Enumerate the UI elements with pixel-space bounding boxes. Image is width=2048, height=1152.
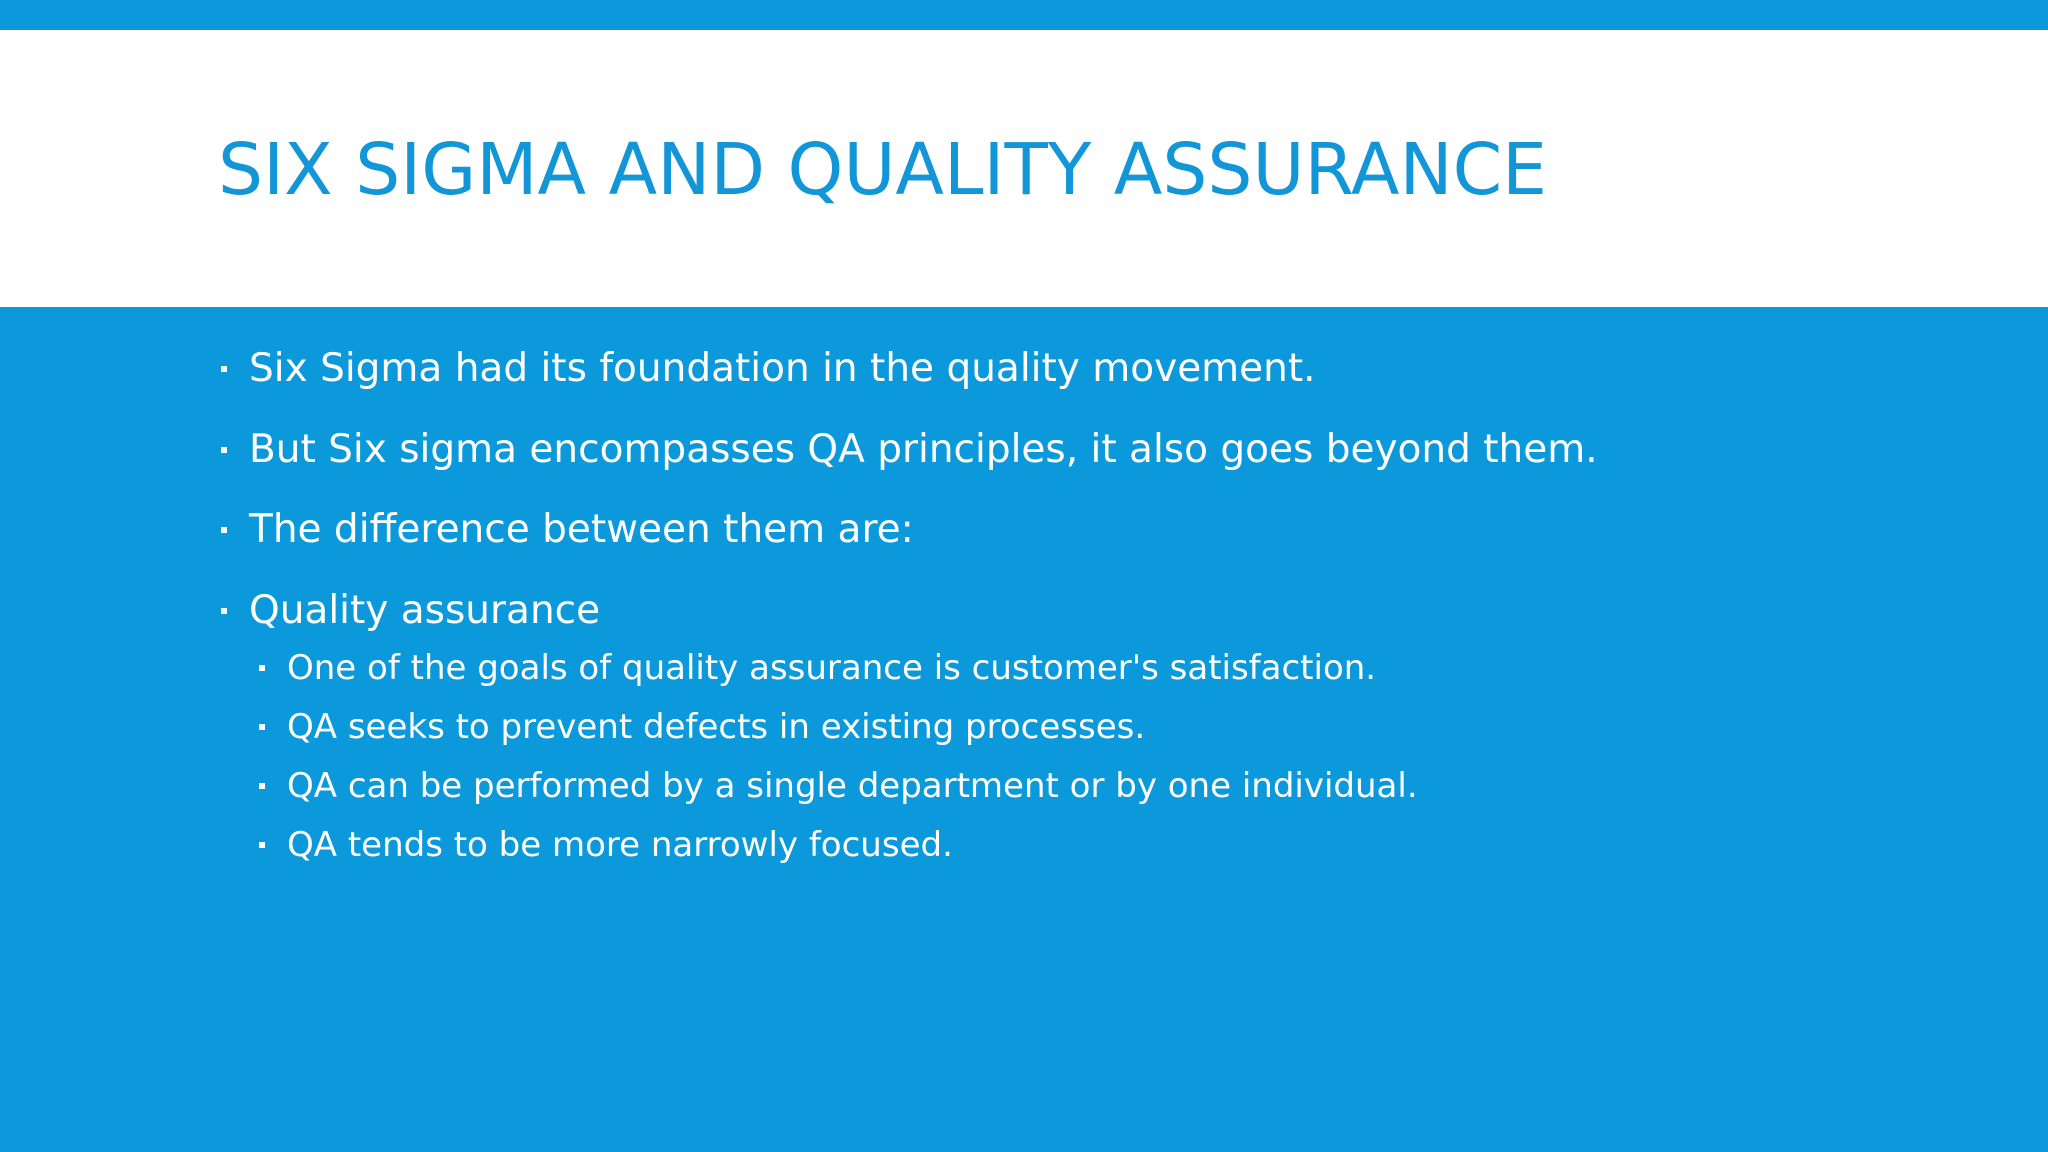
- bullet-item: [218, 425, 1718, 475]
- sub-bullet-text: One of the goals of quality assurance is customer's satisfaction.: [287, 648, 1377, 688]
- bullet-text: The difference between them are:: [249, 507, 914, 552]
- bullet-text: But Six sigma encompasses QA principles, it also goes beyond them.: [249, 427, 1598, 472]
- slide-title: SIX SIGMA AND QUALITY ASSURANCE: [218, 128, 1548, 211]
- sub-bullet-item: [257, 646, 1717, 690]
- bullet-marker-icon: [221, 447, 227, 453]
- bullet-text: Six Sigma had its foundation in the quality movement.: [249, 346, 1316, 391]
- bullet-marker-icon: [221, 527, 227, 533]
- sub-bullet-marker-icon: [259, 724, 265, 730]
- bullet-item: [218, 344, 1718, 394]
- sub-bullet-item: [257, 705, 1717, 749]
- bullet-marker-icon: [221, 366, 227, 372]
- bullet-text: Quality assurance: [249, 588, 601, 633]
- sub-bullet-item: [257, 764, 1717, 808]
- sub-bullet-marker-icon: [259, 842, 265, 848]
- sub-bullet-text: QA tends to be more narrowly focused.: [287, 825, 953, 865]
- sub-bullet-text: QA can be performed by a single department or by one individual.: [287, 766, 1418, 806]
- sub-bullet-text: QA seeks to prevent defects in existing processes.: [287, 707, 1146, 747]
- sub-bullet-item: [257, 823, 1717, 867]
- bullet-marker-icon: [221, 608, 227, 614]
- sub-bullet-marker-icon: [259, 665, 265, 671]
- bullet-item: [218, 586, 1718, 636]
- bullet-item: [218, 505, 1718, 555]
- sub-bullet-marker-icon: [259, 783, 265, 789]
